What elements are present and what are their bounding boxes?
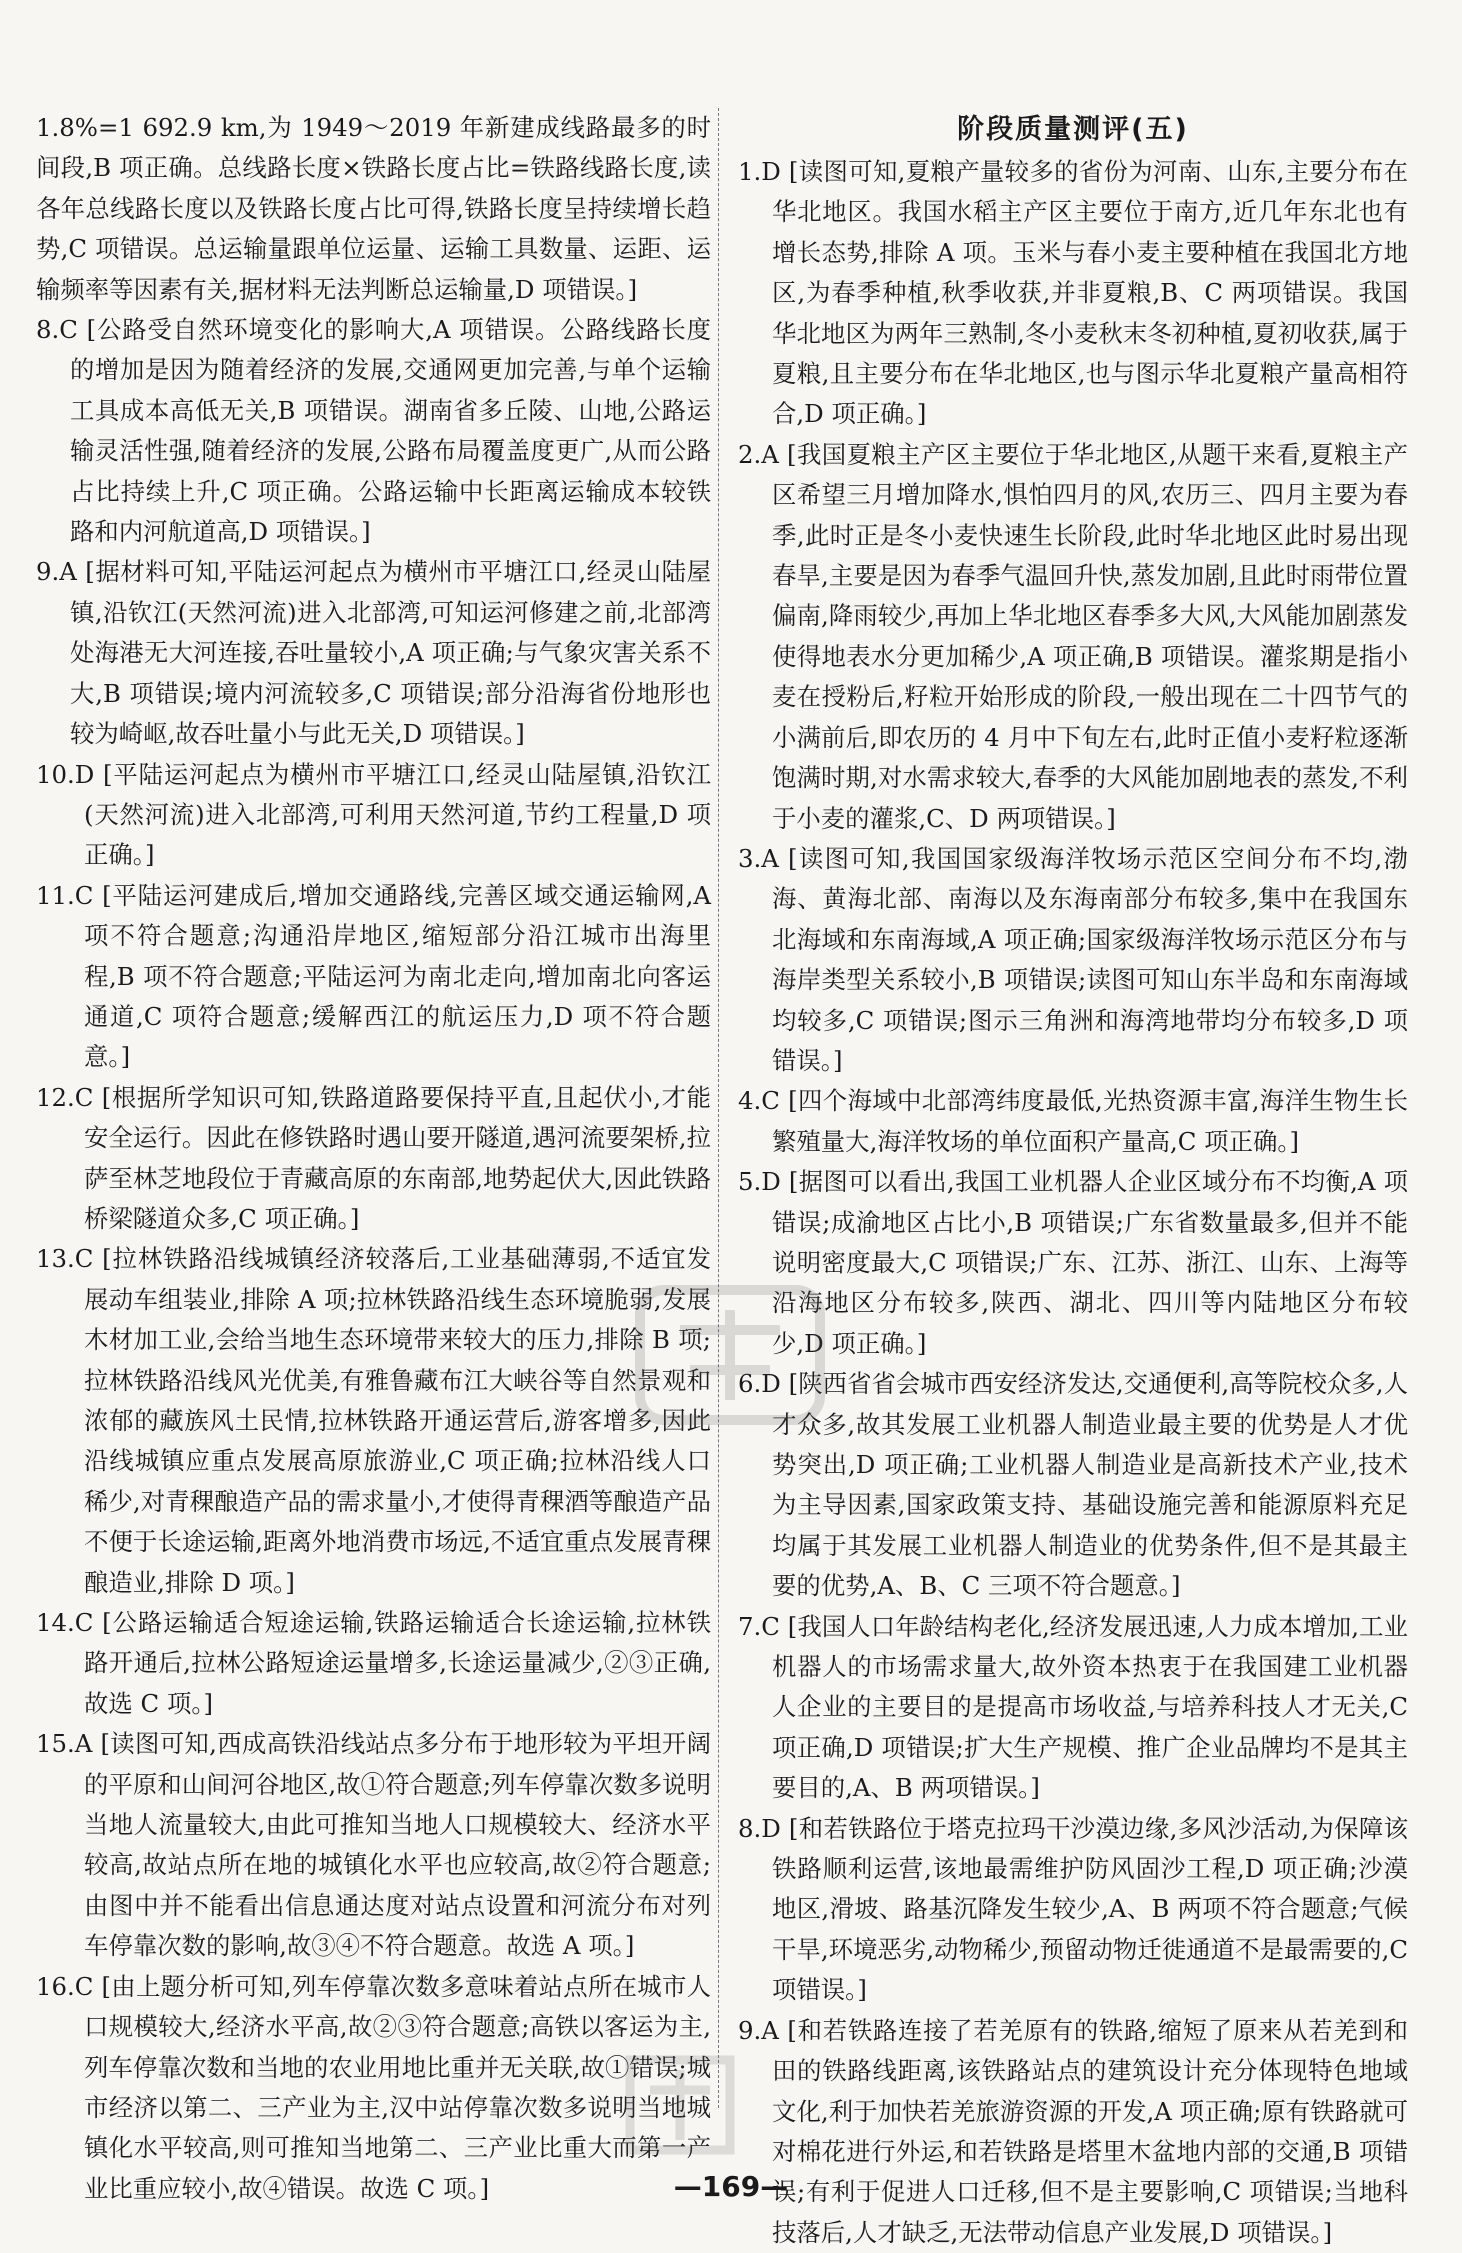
answer-text: A [读图可知,西成高铁沿线站点多分布于地形较为平坦开阔的平原和山间河谷地区,故①符合题意;列车停靠次数多说明当地人流量较大,由此可推知当地人口规模较大、经济水平较高,故站点所在地的城镇化水平也应较高,故②符合题意;由图中并不能看出信息通达度对站点设置和河流分布对列车停靠次数的影响,故③④不符合题意。故选 A 项。] [74,1729,711,1961]
answer-text: D [陕西省省会城市西安经济发达,交通便利,高等院校众多,人才众多,故其发展工业机器人制造业最主要的优势是人才优势突出,D 项正确;工业机器人制造业是高新技术产业,技术为主导因素,国家政策支持、基础设施完善和能源原料充足均属于其发展工业机器人制造业的优势条件,但不是其最主要的优势,A、B、C 三项不符合题意。] [761,1369,1408,1601]
answer-item [36,1724,711,1966]
answer-number: 9. [738,2015,762,2045]
answer-number: 5. [738,1167,762,1197]
answer-item [738,1809,1408,2011]
answer-text: D [平陆运河起点为横州市平塘江口,经灵山陆屋镇,沿钦江(天然河流)进入北部湾,可利用天然河道,节约工程量,D 项正确。] [74,759,711,870]
answer-item [36,1078,711,1240]
answer-item [738,1607,1408,1809]
answer-number: 7. [738,1611,762,1641]
right-answer-list [738,152,1408,2253]
answer-text: C [公路受自然环境变化的影响大,A 项错误。公路线路长度的增加是因为随着经济的发展,交通网更加完善,与单个运输工具成本高低无关,B 项错误。湖南省多丘陵、山地,公路运输灵活性强,随着经济的发展,公路布局覆盖度更广,从而公路占比持续上升,C 项正确。公路运输中长距离运输成本较铁路和内河航道高,D 项错误。] [59,315,711,547]
answer-text: D [读图可知,夏粮产量较多的省份为河南、山东,主要分布在华北地区。我国水稻主产区主要位于南方,近几年东北也有增长态势,排除 A 项。玉米与春小麦主要种植在我国北方地区,为春季种植,秋季收获,并非夏粮,B、C 两项错误。我国华北地区为两年三熟制,冬小麦秋末冬初种植,夏初收获,属于夏粮,且主要分布在华北地区,也与图示华北夏粮产量高相符合,D 项正确。] [761,157,1408,429]
answer-number: 1. [738,157,762,186]
answer-text: A [读图可知,我国国家级海洋牧场示范区空间分布不均,渤海、黄海北部、南海以及东海南部分布较多,集中在我国东北海域和东南海域,A 项正确;国家级海洋牧场示范区分布与海岸类型关系较小,B 项错误;读图可知山东半岛和东南海域均较多,C 项错误;图示三角洲和海湾地带均分布较多,D 项错误。] [761,843,1408,1075]
answer-text: A [据材料可知,平陆运河起点为横州市平塘江口,经灵山陆屋镇,沿钦江(天然河流)进入北部湾,可知运河修建之前,北部湾处海港无大河连接,吞吐量较小,A 项正确;与气象灾害关系不大,B 项错误;境内河流较多,C 项错误;部分沿海省份地形也较为崎岖,故吞吐量小与此无关,D 项错误。] [59,557,711,749]
answer-item [738,2011,1408,2253]
answer-number: 12. [36,1082,75,1112]
answer-number: 14. [36,1608,75,1638]
answer-item [36,1603,711,1724]
column-divider [718,108,719,2108]
answer-number: 2. [738,439,762,469]
answer-item [738,839,1408,1081]
answer-text: A [我国夏粮主产区主要位于华北地区,从题干来看,夏粮主产区希望三月增加降水,惧怕四月的风,农历三、四月主要为春季,此时正是冬小麦快速生长阶段,此时华北地区此时易出现春旱,主要是因为春季气温回升快,蒸发加剧,且此时雨带位置偏南,降雨较少,再加上华北地区春季多大风,大风能加剧蒸发使得地表水分更加稀少,A 项正确,B 项错误。灌浆期是指小麦在授粉后,籽粒开始形成的阶段,一般出现在二十四节气的小满前后,即农历的 4 月中下旬左右,此时正值小麦籽粒逐渐饱满时期,对水需求较大,春季的大风能加剧地表的蒸发,不利于小麦的灌浆,C、D 两项错误。] [761,439,1408,833]
answer-item [36,876,711,1078]
answer-number: 16. [36,1971,75,2001]
answer-number: 4. [738,1086,762,1116]
answer-text: A [和若铁路连接了若羌原有的铁路,缩短了原来从若羌到和田的铁路线距离,该铁路站点的建筑设计充分体现特色地域文化,利于加快若羌旅游资源的开发,A 项正确;原有铁路就可对棉花进行外运,和若铁路是塔里木盆地内部的交通,B 项错误;有利于促进人口迁移,但不是主要影响,C 项错误;当地科技落后,人才缺乏,无法带动信息产业发展,D 项错误。] [761,2015,1408,2247]
answer-number: 3. [738,843,762,873]
left-column [36,108,711,2209]
answer-number: 13. [36,1244,75,1274]
answer-item [36,755,711,876]
answer-text: C [公路运输适合短途运输,铁路运输适合长途运输,拉林铁路开通后,拉林公路短途运量增多,长途运量减少,②③正确,故选 C 项。] [74,1608,711,1718]
intro-paragraph: 1.8%=1 692.9 km,为 1949～2019 年新建成线路最多的时间段,B 项正确。总线路长度×铁路长度占比=铁路线路长度,读各年总线路长度以及铁路长度占比可得,铁路长度呈持续增长趋势,C 项错误。总运输量跟单位运量、运输工具数量、运距、运输频率等因素有关,据材料无法判断总运输量,D 项错误。] [36,113,711,304]
answer-text: C [拉林铁路沿线城镇经济较落后,工业基础薄弱,不适宜发展动车组装业,排除 A 项;拉林铁路沿线生态环境脆弱,发展木材加工业,会给当地生态环境带来较大的压力,排除 B 项;拉林铁路沿线风光优美,有雅鲁藏布江大峡谷等自然景观和浓郁的藏族风土民情,拉林铁路开通运营后,游客增多,因此沿线城镇应重点发展高原旅游业,C 项正确;拉林沿线人口稀少,对青稞酿造产品的需求量小,才使得青稞酒等酿造产品不便于长途运输,距离外地消费市场远,不适宜重点发展青稞酿造业,排除 D 项。] [74,1244,711,1597]
answer-text: C [平陆运河建成后,增加交通路线,完善区域交通运输网,A 项不符合题意;沟通沿岸地区,缩短部分沿江城市出海里程,B 项不符合题意;平陆运河为南北走向,增加南北向客运通道,C 项符合题意;缓解西江的航运压力,D 项不符合题意。] [74,880,711,1072]
answer-text: C [四个海域中北部湾纬度最低,光热资源丰富,海洋生物生长繁殖量大,海洋牧场的单位面积产量高,C 项正确。] [761,1086,1408,1156]
answer-text: C [由上题分析可知,列车停靠次数多意味着站点所在城市人口规模较大,经济水平高,故②③符合题意;高铁以客运为主,列车停靠次数和当地的农业用地比重并无关联,故①错误;城市经济以第二、三产业为主,汉中站停靠次数多说明当地城镇化水平较高,则可推知当地第二、三产业比重大而第一产业比重应较小,故④错误。故选 C 项。] [74,1971,711,2203]
answer-item [738,1364,1408,1606]
answer-item [738,1162,1408,1364]
answer-item [36,552,711,754]
left-answer-list [36,310,711,2209]
page-number: —169— [673,2170,789,2203]
right-column [738,110,1408,2253]
answer-number: 10. [36,759,75,789]
answer-item [738,1081,1408,1162]
answer-item [738,435,1408,839]
answer-text: D [据图可以看出,我国工业机器人企业区域分布不均衡,A 项错误;成渝地区占比小,B 项错误;广东省数量最多,但并不能说明密度最大,C 项错误;广东、江苏、浙江、山东、上海等沿海地区分布较多,陕西、湖北、四川等内陆地区分布较少,D 项正确。] [761,1167,1408,1358]
answer-item [738,152,1408,435]
answer-item [36,310,711,552]
answer-number: 9. [36,557,60,587]
answer-number: 6. [738,1369,762,1399]
answer-text: C [我国人口年龄结构老化,经济发展迅速,人力成本增加,工业机器人的市场需求量大,故外资本热衷于在我国建工业机器人企业的主要目的是提高市场收益,与培养科技人才无关,C 项正确,D 项错误;扩大生产规模、推广企业品牌均不是其主要目的,A、B 两项错误。] [761,1611,1408,1803]
answer-number: 15. [36,1729,75,1759]
answer-text: D [和若铁路位于塔克拉玛干沙漠边缘,多风沙活动,为保障该铁路顺利运营,该地最需维护防风固沙工程,D 项正确;沙漠地区,滑坡、路基沉降发生较少,A、B 两项不符合题意;气候干旱,环境恶劣,动物稀少,预留动物迁徙通道不是最需要的,C 项错误。] [761,1813,1408,2005]
answer-text: C [根据所学知识可知,铁路道路要保持平直,且起伏小,才能安全运行。因此在修铁路时遇山要开隧道,遇河流要架桥,拉萨至林芝地段位于青藏高原的东南部,地势起伏大,因此铁路桥梁隧道众多,C 项正确。] [74,1082,711,1233]
answer-number: 8. [738,1813,762,1843]
answer-number: 8. [36,315,60,345]
answer-number: 11. [36,880,75,910]
answer-item [36,1239,711,1603]
section-title: 阶段质量测评(五) [957,114,1189,145]
